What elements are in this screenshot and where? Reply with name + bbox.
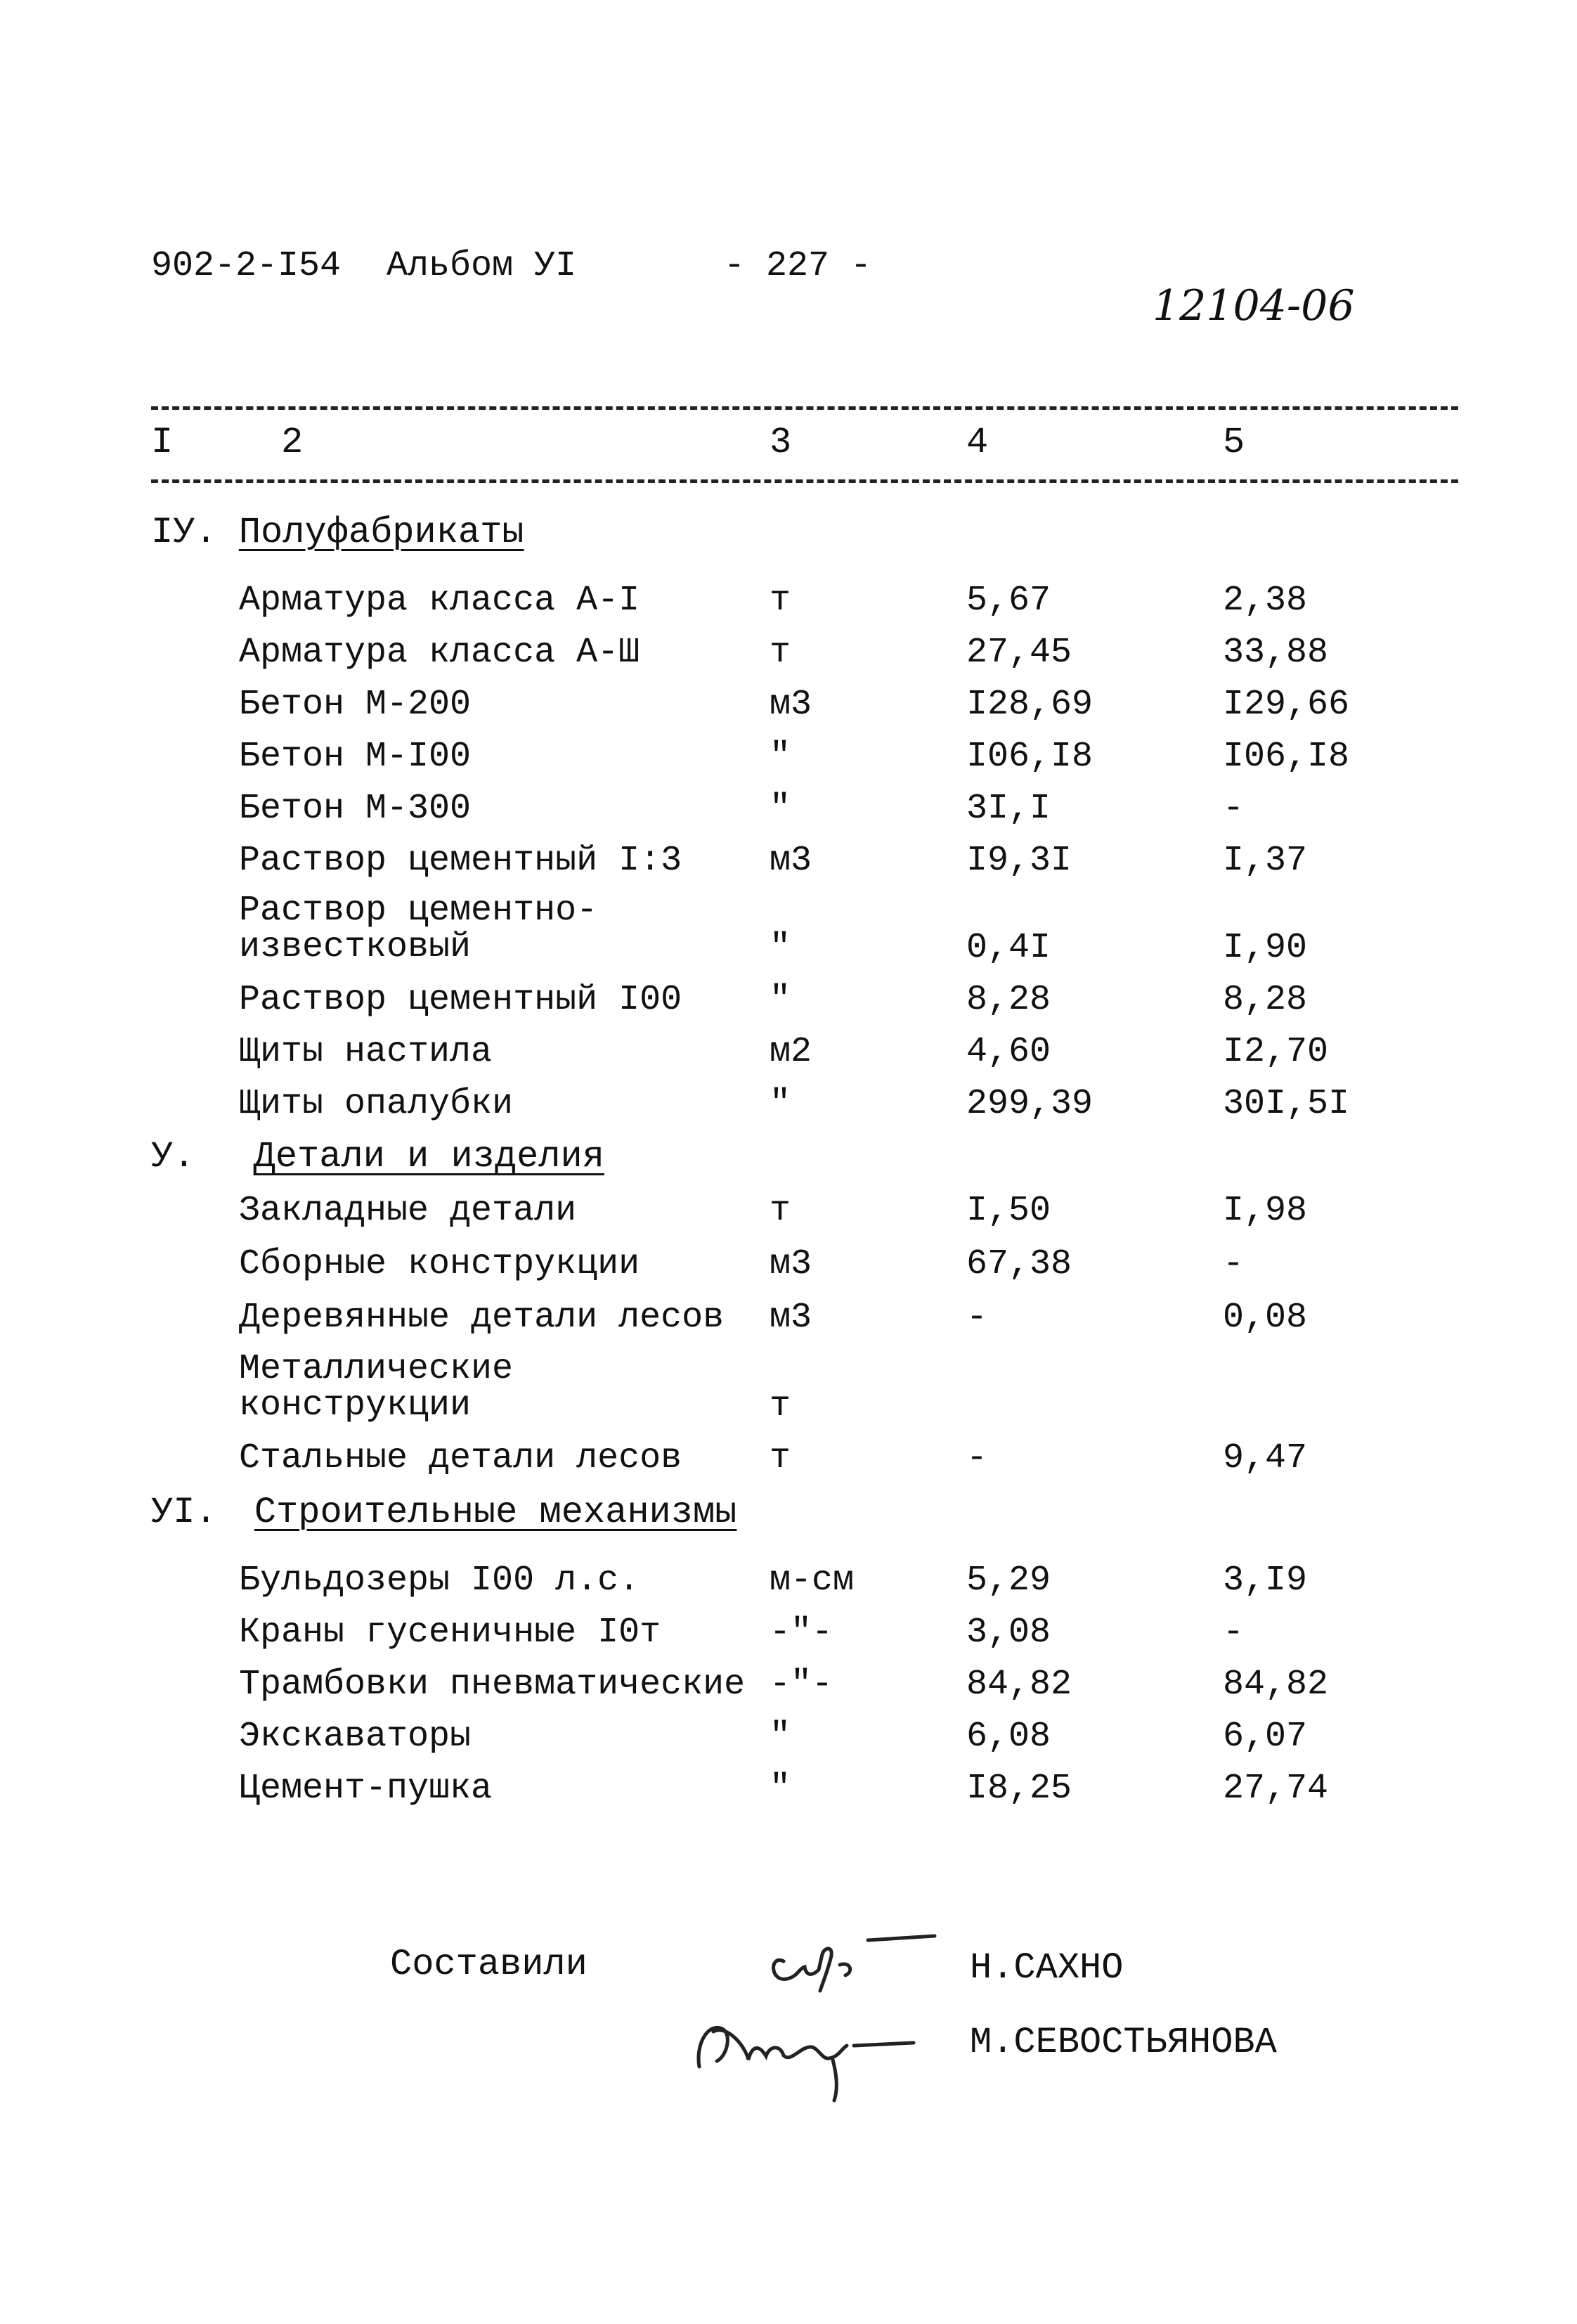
item-value-col4: I06,I8 <box>966 737 1093 777</box>
table-row <box>0 737 1577 790</box>
table-row <box>0 980 1577 1033</box>
item-unit: т <box>770 1438 791 1478</box>
table-row <box>0 1717 1577 1770</box>
item-name: Раствор цементный I00 <box>239 980 682 1020</box>
table-row <box>0 1084 1577 1137</box>
item-value-col4: 3I,I <box>966 789 1051 829</box>
table-row <box>0 633 1577 686</box>
item-unit: т <box>770 633 791 673</box>
section-number: У. <box>151 1136 195 1177</box>
item-value-col4: 8,28 <box>966 980 1051 1020</box>
item-value-col5: 84,82 <box>1223 1665 1329 1705</box>
item-value-col5: I,90 <box>1223 928 1308 968</box>
table-row <box>0 1191 1577 1244</box>
item-unit: м3 <box>770 1298 812 1338</box>
item-name: Цемент-пушка <box>239 1769 493 1809</box>
table-row <box>0 789 1577 842</box>
item-value-col5: I,98 <box>1223 1191 1308 1231</box>
table-row <box>0 841 1577 894</box>
item-name: Экскаваторы <box>239 1717 472 1757</box>
item-unit: т <box>770 1386 791 1426</box>
item-value-col4: 4,60 <box>966 1032 1051 1072</box>
item-value-col5: I2,70 <box>1223 1032 1329 1072</box>
item-value-col5: 6,07 <box>1223 1717 1308 1757</box>
item-unit: м-см <box>770 1561 855 1601</box>
column-header-5: 5 <box>1223 422 1245 463</box>
item-value-col5: I06,I8 <box>1223 737 1350 777</box>
item-name: Краны гусеничные I0т <box>239 1613 661 1653</box>
album-label: Альбом УI <box>387 246 577 286</box>
item-value-col5: 27,74 <box>1223 1769 1329 1809</box>
item-name: Бульдозеры I00 л.с. <box>239 1561 640 1601</box>
item-unit: м2 <box>770 1032 812 1072</box>
item-value-col4: I9,3I <box>966 841 1072 881</box>
item-unit: м3 <box>770 685 812 725</box>
column-header-1: I <box>151 422 174 463</box>
item-unit: " <box>770 1084 791 1124</box>
item-value-col4: - <box>966 1298 988 1338</box>
signature-2 <box>678 1996 917 2109</box>
item-value-col4: 6,08 <box>966 1717 1051 1757</box>
item-unit: -"- <box>770 1665 833 1705</box>
section-number: УI. <box>151 1492 217 1533</box>
item-name: Стальные детали лесов <box>239 1438 682 1478</box>
column-header-4: 4 <box>966 422 989 463</box>
item-name: Бетон М-200 <box>239 685 472 725</box>
item-unit: " <box>770 1769 791 1809</box>
item-value-col4: I28,69 <box>966 685 1093 725</box>
table-row <box>0 891 1577 981</box>
table-row <box>0 1438 1577 1492</box>
item-name: Бетон М-300 <box>239 789 472 829</box>
item-value-col4: 27,45 <box>966 633 1072 673</box>
section-header <box>151 512 524 553</box>
item-unit: т <box>770 1191 791 1231</box>
table-row <box>0 1769 1577 1822</box>
document-code: 902-2-I54 <box>151 246 342 286</box>
item-value-col4: I8,25 <box>966 1769 1072 1809</box>
signer-name: Н.САХНО <box>970 1947 1124 1989</box>
column-header-3: 3 <box>770 422 792 463</box>
signature-1 <box>755 1912 938 2003</box>
item-name: Трамбовки пневматические <box>239 1665 746 1705</box>
table-row <box>0 1665 1577 1718</box>
item-value-col5: 8,28 <box>1223 980 1308 1020</box>
item-unit: м3 <box>770 1244 812 1284</box>
item-value-col4: 5,29 <box>966 1561 1051 1601</box>
item-value-col5: - <box>1223 1244 1245 1284</box>
item-name: Закладные детали <box>239 1191 577 1231</box>
item-value-col4: 299,39 <box>966 1084 1093 1124</box>
table-row <box>0 1032 1577 1085</box>
section-header <box>151 1492 736 1533</box>
item-unit: -"- <box>770 1613 833 1653</box>
table-row <box>0 1613 1577 1666</box>
table-row <box>0 1349 1577 1440</box>
item-value-col5: 0,08 <box>1223 1298 1308 1338</box>
item-value-col5: 9,47 <box>1223 1438 1308 1478</box>
section-title: Детали и изделия <box>253 1136 604 1177</box>
handwritten-reference: 12104-06 <box>1153 281 1355 330</box>
item-name: Раствор цементный I:3 <box>239 841 682 881</box>
item-name: Бетон М-I00 <box>239 737 472 777</box>
section-title: Строительные механизмы <box>254 1492 737 1533</box>
section-number: IУ. <box>151 512 217 553</box>
table-row <box>0 685 1577 738</box>
item-unit: " <box>770 980 791 1020</box>
table-row <box>0 1244 1577 1298</box>
table-top-rule <box>151 406 1458 410</box>
item-name: Щиты настила <box>239 1032 493 1072</box>
column-header-2: 2 <box>281 422 304 463</box>
item-value-col4: I,50 <box>966 1191 1051 1231</box>
item-value-col5: 2,38 <box>1223 581 1308 621</box>
item-unit: " <box>770 737 791 777</box>
section-header <box>151 1136 604 1177</box>
item-value-col5: - <box>1223 789 1245 829</box>
item-unit: " <box>770 928 791 968</box>
item-unit: " <box>770 1717 791 1757</box>
item-value-col5: I29,66 <box>1223 685 1350 725</box>
item-name: Сборные конструкции <box>239 1244 640 1284</box>
item-name: Арматура класса А-I <box>239 581 640 621</box>
table-row <box>0 581 1577 634</box>
item-unit: м3 <box>770 841 812 881</box>
item-name: Раствор цементно- известковый <box>239 891 598 967</box>
item-name: Деревянные детали лесов <box>239 1298 725 1338</box>
item-value-col4: 0,4I <box>966 928 1051 968</box>
section-title: Полуфабрикаты <box>238 512 524 553</box>
item-value-col5: - <box>1223 1613 1245 1653</box>
item-value-col5: 33,88 <box>1223 633 1329 673</box>
signer-name: М.СЕВОСТЬЯНОВА <box>970 2022 1277 2063</box>
item-value-col4: - <box>966 1438 988 1478</box>
item-value-col4: 3,08 <box>966 1613 1051 1653</box>
compiled-by-label: Составили <box>390 1944 588 1985</box>
table-row <box>0 1561 1577 1614</box>
item-name: Металлические конструкции <box>239 1349 514 1426</box>
item-name: Щиты опалубки <box>239 1084 514 1124</box>
item-value-col5: I,37 <box>1223 841 1308 881</box>
table-row <box>0 1298 1577 1351</box>
item-value-col4: 84,82 <box>966 1665 1072 1705</box>
item-name: Арматура класса А-Ш <box>239 633 640 673</box>
page-number: - 227 - <box>724 246 872 286</box>
item-value-col4: 67,38 <box>966 1244 1072 1284</box>
item-unit: " <box>770 789 791 829</box>
item-unit: т <box>770 581 791 621</box>
item-value-col5: 3,I9 <box>1223 1561 1308 1601</box>
table-header-rule <box>151 479 1458 483</box>
item-value-col5: 30I,5I <box>1223 1084 1350 1124</box>
item-value-col4: 5,67 <box>966 581 1051 621</box>
